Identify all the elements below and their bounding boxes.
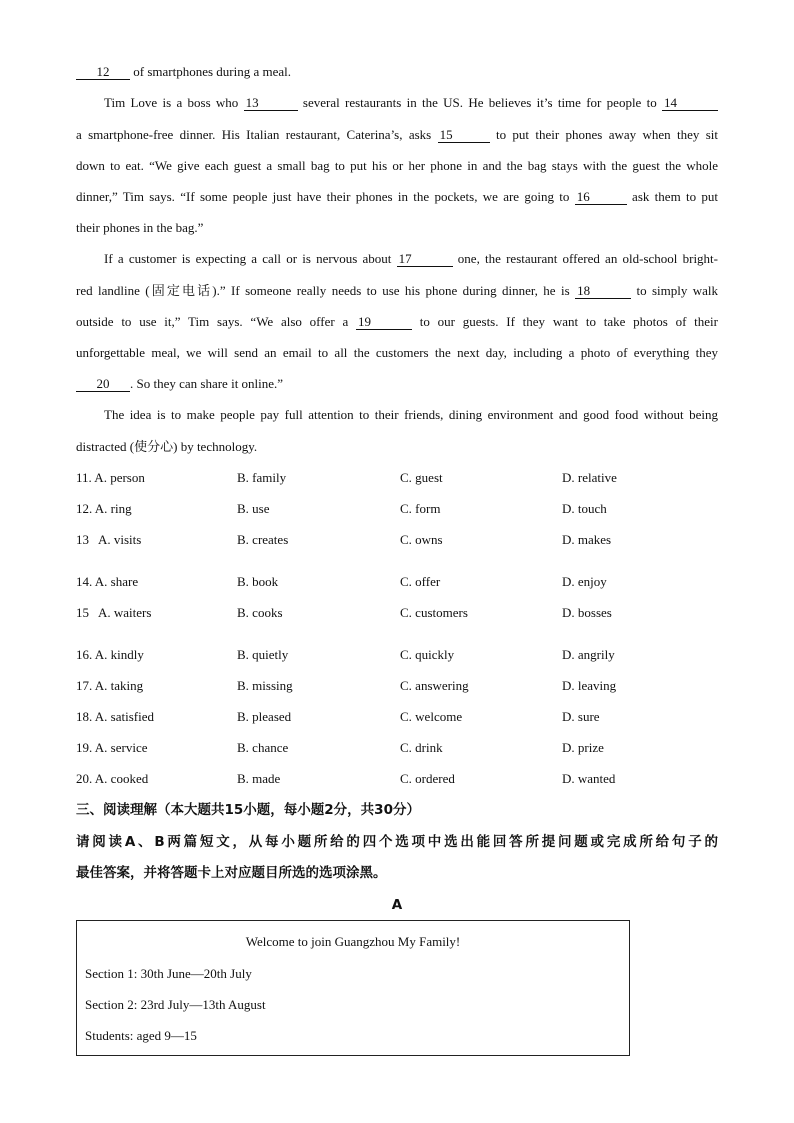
notice-title: Welcome to join Guangzhou My Family! (245, 934, 461, 949)
blank-14: 14 (662, 96, 718, 111)
notice-students: Students: aged 9—15 (85, 1028, 197, 1043)
blank-19: 19 (356, 315, 412, 330)
notice-section-2: Section 2: 23rd July—13th August (85, 997, 266, 1012)
notice-box (76, 920, 630, 1056)
paragraph-3-line-1: The idea is to make people pay full attention to their friends, dining environment and good food without being (104, 407, 718, 422)
paragraph-2-line-4: unforgettable meal, we will send an email to all the customers the next day, including a photo of everything they (76, 345, 718, 360)
section-heading: 三、阅读理解（本大题共15小题，每小题2分，共30分） (76, 802, 420, 818)
blank-18: 18 (575, 284, 631, 299)
blank-12: 12 (76, 65, 130, 80)
section-instructions-line-1: 请阅读A、B两篇短文，从每小题所给的四个选项中选出能回答所提问题或完成所给句子的 (76, 834, 718, 850)
blank-20: 20 (76, 377, 130, 392)
paragraph-1-line-1: Tim Love is a boss who 13 several restaurants in the US. He believes it’s time for people to 14 (104, 95, 718, 111)
blank-16: 16 (575, 190, 627, 205)
section-instructions-line-2: 最佳答案，并将答题卡上对应题目所选的选项涂黑。 (76, 865, 387, 881)
paragraph-2-line-2: red landline (固定电话).” If someone really needs to use his phone during dinner, he is 18 to simply walk (76, 283, 719, 298)
paragraph-1-line-2: a smartphone-free dinner. His Italian restaurant, Caterina’s, asks 15 to put their phones away when they sit (76, 127, 719, 142)
paragraph-1-line-4: dinner,” Tim says. “If some people just have their phones in the pockets, we are going to 16 ask them to put (76, 189, 719, 204)
notice-section-1: Section 1: 30th June—20th July (85, 966, 252, 981)
paragraph-3-line-2: distracted (使分心) by technology. (76, 439, 258, 454)
paragraph-1-line-3: down to eat. “We give each guest a small bag to put his or her phone in and the bag stays with the guest the whole (76, 158, 718, 173)
paragraph-2-line-1: If a customer is expecting a call or is nervous about 17 one, the restaurant offered an old-school bright- (104, 251, 718, 266)
blank-17: 17 (397, 252, 453, 267)
blank-13: 13 (244, 96, 298, 111)
paragraph-1-line-5: their phones in the bag.” (76, 220, 204, 235)
paragraph-2-line-3: outside to use it,” Tim says. “We also offer a 19 to our guests. If they want to take photos of their (76, 314, 718, 329)
passage-line-1: 12 of smartphones during a meal. (76, 64, 718, 80)
part-label-a: A (391, 897, 403, 913)
blank-15: 15 (438, 128, 490, 143)
paragraph-2-line-5: 20 . So they can share it online.” (76, 376, 718, 392)
